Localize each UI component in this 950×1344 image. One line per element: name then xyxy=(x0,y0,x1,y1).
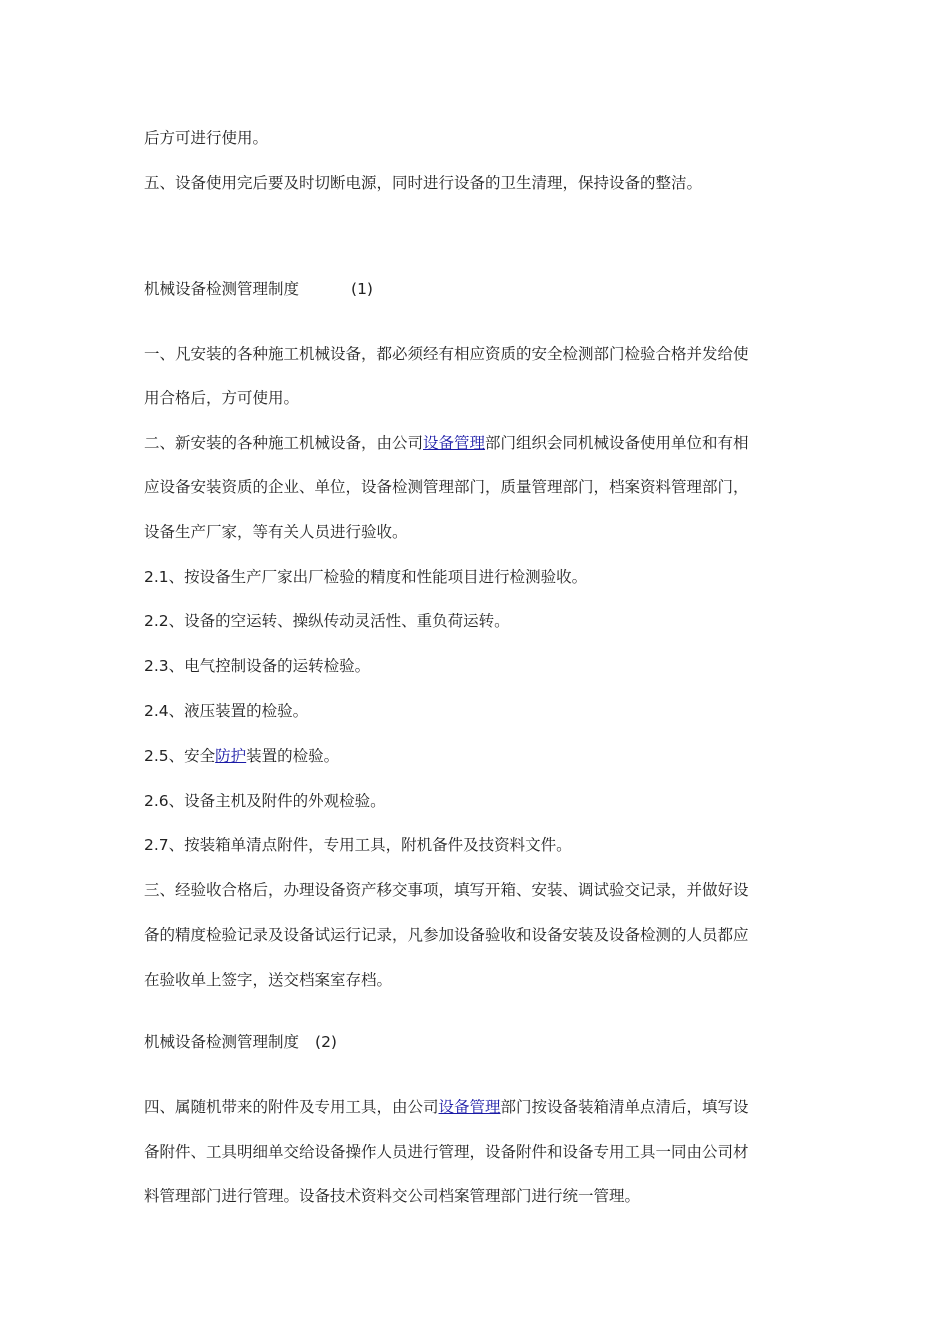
paragraph-item-4-line-3: 料管理部门进行管理。设备技术资料交公司档案管理部门进行统一管理。 xyxy=(144,1187,641,1205)
paragraph-continuation: 后方可进行使用。 xyxy=(144,129,269,147)
paragraph-item-4-line-1: 四、属随机带来的附件及专用工具，由公司设备管理部门按设备装箱清单点清后，填写设 xyxy=(144,1098,749,1116)
equipment-management-link[interactable]: 设备管理 xyxy=(423,434,486,452)
section-heading-1 xyxy=(144,278,373,300)
equipment-management-link[interactable]: 设备管理 xyxy=(438,1098,501,1116)
sub-item-2-1: 2.1、按设备生产厂家出厂检验的精度和性能项目进行检测验收。 xyxy=(144,568,588,586)
paragraph-item-2-line-1: 二、新安装的各种施工机械设备，由公司设备管理部门组织会同机械设备使用单位和有相 xyxy=(144,434,749,452)
paragraph-item-5: 五、设备使用完后要及时切断电源，同时进行设备的卫生清理，保持设备的整洁。 xyxy=(144,174,703,192)
paragraph-item-1-line-2: 用合格后，方可使用。 xyxy=(144,389,300,407)
section-number: (1) xyxy=(351,280,373,298)
paragraph-item-3-line-2: 备的精度检验记录及设备试运行记录，凡参加设备验收和设备安装及设备检测的人员都应 xyxy=(144,926,749,944)
paragraph-item-3-line-1: 三、经验收合格后，办理设备资产移交事项，填写开箱、安装、调试验交记录，并做好设 xyxy=(144,881,749,899)
paragraph-item-3-line-3: 在验收单上签字，送交档案室存档。 xyxy=(144,971,393,989)
section-number: (2) xyxy=(315,1033,337,1051)
protection-link[interactable]: 防护 xyxy=(215,747,247,765)
paragraph-item-2-line-2: 应设备安装资质的企业、单位，设备检测管理部门，质量管理部门，档案资料管理部门， xyxy=(144,478,749,496)
sub-item-2-7: 2.7、按装箱单清点附件，专用工具，附机备件及技资料文件。 xyxy=(144,836,572,854)
sub-item-2-6: 2.6、设备主机及附件的外观检验。 xyxy=(144,792,386,810)
paragraph-item-1-line-1: 一、凡安装的各种施工机械设备，都必须经有相应资质的安全检测部门检验合格并发给使 xyxy=(144,345,749,363)
sub-item-2-5: 2.5、安全防护装置的检验。 xyxy=(144,747,340,765)
sub-item-2-2: 2.2、设备的空运转、操纵传动灵活性、重负荷运转。 xyxy=(144,612,510,630)
section-title: 机械设备检测管理制度 xyxy=(144,1033,300,1051)
paragraph-item-4-line-2: 备附件、工具明细单交给设备操作人员进行管理，设备附件和设备专用工具一同由公司材 xyxy=(144,1143,749,1161)
section-heading-2 xyxy=(144,1031,337,1053)
paragraph-item-2-line-3: 设备生产厂家，等有关人员进行验收。 xyxy=(144,523,408,541)
sub-item-2-4: 2.4、液压装置的检验。 xyxy=(144,702,309,720)
section-title: 机械设备检测管理制度 xyxy=(144,280,300,298)
sub-item-2-3: 2.3、电气控制设备的运转检验。 xyxy=(144,657,371,675)
